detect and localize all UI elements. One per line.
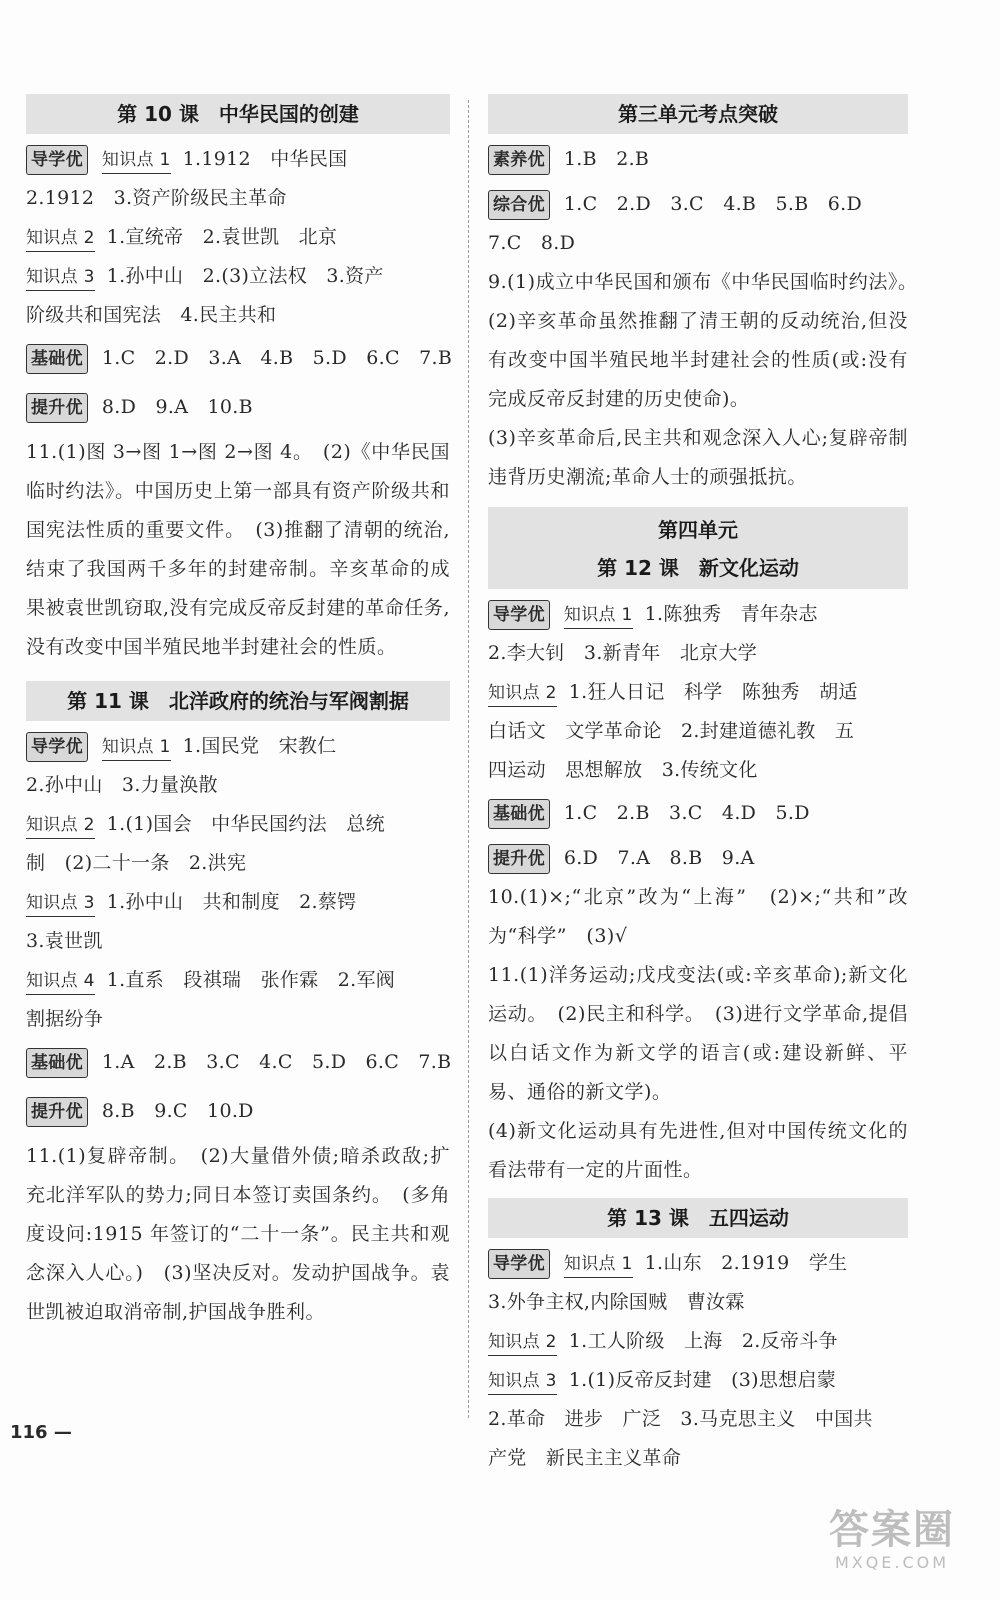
suyang-text: 1.B 2.B <box>563 148 650 170</box>
kp1-text: 1.1912 中华民国 <box>182 148 348 170</box>
l12-kp2-cont1: 白话文 文学革命论 2.封建道德礼教 五 <box>488 720 855 742</box>
kp1-label: 知识点 1 <box>564 602 633 629</box>
jichu-text: 1.C 2.B 3.C 4.D 5.D <box>563 802 810 824</box>
u3-q9-3: (3)辛亥革命后,民主共和观念深入人心;复辟帝制违背历史潮流;革命人士的顽强抵抗。 <box>488 427 908 488</box>
kp2-label: 知识点 2 <box>488 1329 557 1356</box>
tisheng-tag: 提升优 <box>26 1097 88 1127</box>
l12-q10: 10.(1)×;“北京”改为“上海” (2)×;“共和”改为“科学” (3)√ <box>488 886 908 947</box>
tisheng-tag: 提升优 <box>488 844 550 874</box>
right-column <box>488 88 928 1478</box>
l10-kp3-cont: 阶级共和国宪法 4.民主共和 <box>26 304 277 326</box>
l11-q11: 11.(1)复辟帝制。 (2)大量借外债;暗杀政敌;扩充北洋军队的势力;同日本签订卖国条约。 (多角度设问:1915 年签订的“二十一条”。民主共和观念深入人心。) (3)坚决反对。发动护国战争。袁世凯被迫取消帝制,护国战争胜利。 <box>26 1145 450 1323</box>
jichu-text: 1.C 2.D 3.A 4.B 5.D 6.C 7.B <box>101 347 453 369</box>
l11-kp2-cont: 制 (2)二十一条 2.洪宪 <box>26 852 247 874</box>
kp1-label: 知识点 1 <box>102 147 171 174</box>
l13-kp3-row <box>488 1361 908 1400</box>
jichu-text: 1.A 2.B 3.C 4.C 5.D 6.C 7.B <box>101 1051 452 1073</box>
kp2-label: 知识点 2 <box>488 680 557 707</box>
l13-line2: 3.外争主权,内除国贼 曹汝霖 <box>488 1291 745 1313</box>
zonghe-text: 1.C 2.D 3.C 4.B 5.B 6.D <box>563 193 863 215</box>
l13-kp3-cont1: 2.革命 进步 广泛 3.马克思主义 中国共 <box>488 1408 873 1430</box>
u3-q9: 9.(1)成立中华民国和颁布《中华民国临时约法》。 (2)辛亥革命虽然推翻了清王朝的反动统治,但没有改变中国半殖民地半封建社会的性质(或:没有完成反帝反封建的历史使命)。 <box>488 271 928 410</box>
daoxue-tag: 导学优 <box>488 1249 550 1279</box>
kp1-label: 知识点 1 <box>564 1251 633 1278</box>
l10-tisheng-row <box>26 388 450 427</box>
tisheng-tag: 提升优 <box>26 393 88 423</box>
l12-kp2-cont2: 四运动 思想解放 3.传统文化 <box>488 759 758 781</box>
l12-tisheng-row <box>488 839 908 878</box>
l11-kp3-cont: 3.袁世凯 <box>26 930 103 952</box>
kp1-text: 1.山东 2.1919 学生 <box>644 1252 848 1274</box>
tisheng-text: 8.B 9.C 10.D <box>101 1100 254 1122</box>
kp2-label: 知识点 2 <box>26 812 95 839</box>
kp2-label: 知识点 2 <box>26 225 95 252</box>
kp1-text: 1.陈独秀 青年杂志 <box>644 603 818 625</box>
l10-kp3-row <box>26 257 450 296</box>
kp3-text: 1.孙中山 2.(3)立法权 3.资产 <box>106 265 384 287</box>
jichu-tag: 基础优 <box>26 1048 88 1078</box>
kp3-text: 1.(1)反帝反封建 (3)思想启蒙 <box>568 1369 837 1391</box>
u3-line2: 7.C 8.D <box>488 232 576 254</box>
l10-jichu-row <box>26 339 453 378</box>
l12-jichu-row <box>488 794 908 833</box>
l11-kp3-row <box>26 883 450 922</box>
unit-3-title: 第三单元考点突破 <box>488 94 908 134</box>
l12-kp2-row <box>488 673 908 712</box>
site-watermark-logo <box>812 1508 972 1580</box>
kp4-label: 知识点 4 <box>26 968 95 995</box>
l11-kp2-row <box>26 805 450 844</box>
tisheng-text: 6.D 7.A 8.B 9.A <box>563 847 755 869</box>
suyang-tag: 素养优 <box>488 145 550 175</box>
kp2-text: 1.(1)国会 中华民国约法 总统 <box>106 813 385 835</box>
l10-q11: 11.(1)图 3→图 1→图 2→图 4。 (2)《中华民国临时约法》。中国历史上第一部具有资产阶级共和国宪法性质的重要文件。 (3)推翻了清朝的统治,结束了我国两千多年的封建帝制。辛亥革命的成果被袁世凯窃取,没有完成反帝反封建的革命任务,没有改变中国半殖民地半封建社会的性质。 <box>26 441 450 658</box>
kp3-label: 知识点 3 <box>26 890 95 917</box>
l11-jichu-row <box>26 1043 450 1082</box>
watermark-line2: MXQE.COM <box>834 1553 950 1572</box>
l13-daoxue-row <box>488 1244 908 1283</box>
jichu-tag: 基础优 <box>26 344 88 374</box>
lesson-13-title: 第 13 课 五四运动 <box>488 1198 908 1238</box>
tisheng-text: 8.D 9.A 10.B <box>101 396 253 418</box>
kp2-text: 1.工人阶级 上海 2.反帝斗争 <box>568 1330 838 1352</box>
lesson-12-title: 第 12 课 新文化运动 <box>597 556 799 580</box>
l12-line2: 2.李大钊 3.新青年 北京大学 <box>488 642 758 664</box>
l13-kp3-cont2: 产党 新民主主义革命 <box>488 1447 682 1469</box>
unit-4-title: 第四单元 <box>658 518 738 542</box>
column-divider <box>468 100 469 1418</box>
left-column <box>26 88 453 1332</box>
kp3-text: 1.孙中山 共和制度 2.蔡锷 <box>106 891 357 913</box>
lesson-10-title: 第 10 课 中华民国的创建 <box>26 94 450 134</box>
daoxue-tag: 导学优 <box>488 600 550 630</box>
page-number: 116 — <box>10 1422 72 1443</box>
unit-4-header <box>488 507 908 589</box>
l13-kp2-row <box>488 1322 908 1361</box>
zonghe-tag: 综合优 <box>488 190 550 220</box>
kp1-text: 1.国民党 宋教仁 <box>182 735 337 757</box>
jichu-tag: 基础优 <box>488 799 550 829</box>
l12-q11-4: (4)新文化运动具有先进性,但对中国传统文化的看法带有一定的片面性。 <box>488 1120 908 1181</box>
l12-q11: 11.(1)洋务运动;戊戌变法(或:辛亥革命);新文化运动。 (2)民主和科学。 (3)进行文学革命,提倡以白话文作为新文学的语言(或:建设新鲜、平易、通俗的新文学)。 <box>488 964 908 1103</box>
l11-tisheng-row <box>26 1092 450 1131</box>
kp2-text: 1.宣统帝 2.袁世凯 北京 <box>106 226 338 248</box>
l12-daoxue-row <box>488 595 908 634</box>
l10-line2: 2.1912 3.资产阶级民主革命 <box>26 187 287 209</box>
daoxue-tag: 导学优 <box>26 732 88 762</box>
l11-daoxue-row <box>26 727 450 766</box>
u3-zonghe-row <box>488 185 908 224</box>
u3-suyang-row <box>488 140 908 179</box>
l11-kp4-cont: 割据纷争 <box>26 1008 104 1030</box>
daoxue-tag: 导学优 <box>26 145 88 175</box>
l11-kp4-row <box>26 961 450 1000</box>
watermark-line1: 答案圈 <box>829 1507 955 1553</box>
l10-daoxue-row <box>26 140 450 179</box>
l11-line2: 2.孙中山 3.力量涣散 <box>26 774 218 796</box>
kp1-label: 知识点 1 <box>102 734 171 761</box>
kp3-label: 知识点 3 <box>26 264 95 291</box>
l10-kp2-row <box>26 218 450 257</box>
lesson-11-title: 第 11 课 北洋政府的统治与军阀割据 <box>26 681 450 721</box>
kp3-label: 知识点 3 <box>488 1368 557 1395</box>
kp4-text: 1.直系 段祺瑞 张作霖 2.军阀 <box>106 969 396 991</box>
kp2-text: 1.狂人日记 科学 陈独秀 胡适 <box>568 681 858 703</box>
